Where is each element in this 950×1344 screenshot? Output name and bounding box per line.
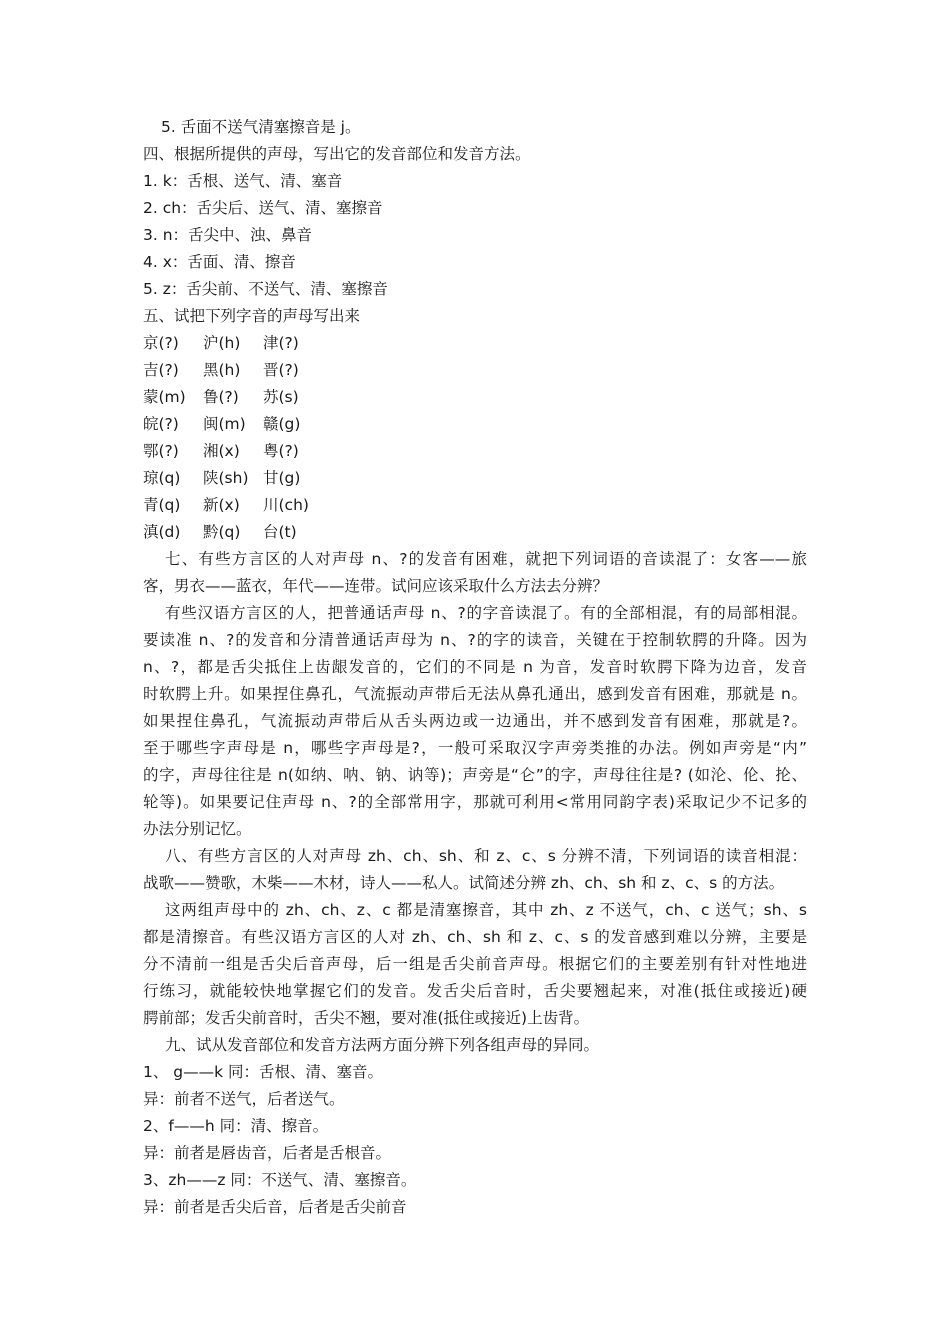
paragraph-line: 战歌——赞歌，木柴——木材，诗人——私人。试简述分辨 zh、ch、sh 和 z、c、s 的方法。: [143, 874, 785, 892]
question-9: 九、试从发音部位和发音方法两方面分辨下列各组声母的异同。: [165, 1036, 600, 1054]
paragraph-line: 客，男衣——蓝衣，年代——连带。试问应该采取什么方法去分辨？: [143, 577, 609, 595]
grid-cell: 黔(q): [203, 523, 241, 541]
grid-cell: 川(ch): [263, 496, 309, 514]
grid-cell: 晋(?): [263, 361, 299, 379]
paragraph-line: 七、有些方言区的人对声母 n、?的发音有困难，就把下列词语的音读混了：女客——旅: [165, 550, 807, 568]
text-line: 3. n：舌尖中、浊、鼻音: [143, 226, 313, 244]
grid-cell: 粤(?): [263, 442, 299, 460]
text-line: 2. ch：舌尖后、送气、清、塞擦音: [143, 199, 383, 217]
grid-cell: 甘(g): [263, 469, 301, 487]
grid-row: [143, 357, 807, 384]
question-7: [143, 546, 807, 600]
paragraph-line: 都是清擦音。有些汉语方言区的人对 zh、ch、sh 和 z、c、s 的发音感到难以分辨，主要是: [143, 928, 807, 946]
paragraph-line: 至于哪些字声母是 n，哪些字声母是?，一般可采取汉字声旁类推的办法。例如声旁是“内”: [143, 739, 807, 757]
paragraph-line: 分不清前一组是舌尖后音声母，后一组是舌尖前音声母。根据它们的主要差别有针对性地进: [143, 955, 807, 973]
paragraph-line: 腭前部；发舌尖前音时，舌尖不翘，要对准(抵住或接近)上齿背。: [143, 1009, 590, 1027]
grid-cell: 湘(x): [203, 442, 240, 460]
document-page: [143, 114, 807, 1221]
paragraph-line: 的字，声母往往是 n(如纳、呐、钠、讷等)；声旁是“仑”的字，声母往往是? (如沦、伦、抡、: [143, 766, 807, 784]
grid-row: [143, 438, 807, 465]
text-line: 3、zh——z 同：不送气、清、塞擦音。: [143, 1171, 417, 1189]
grid-row: [143, 492, 807, 519]
paragraph-line: 有些汉语方言区的人，把普通话声母 n、?的字音读混了。有的全部相混，有的局部相混。: [165, 604, 807, 622]
section-heading: 五、试把下列字音的声母写出来: [143, 307, 361, 325]
grid-cell: 黑(h): [203, 361, 241, 379]
grid-row: [143, 465, 807, 492]
text-line: 异：前者是舌尖后音，后者是舌尖前音: [143, 1198, 407, 1216]
grid-cell: 陕(sh): [203, 469, 249, 487]
text-line: 异：前者不送气，后者送气。: [143, 1090, 345, 1108]
answer-7: [143, 600, 807, 843]
section-heading: 四、根据所提供的声母，写出它的发音部位和发音方法。: [143, 145, 531, 163]
grid-cell: 沪(h): [203, 334, 241, 352]
paragraph-line: n、?，都是舌尖抵住上齿龈发音的，它们的不同是 n 为音，发音时软腭下降为边音，发音: [143, 658, 807, 676]
grid-cell: 京(?): [143, 334, 179, 352]
paragraph-line: 这两组声母中的 zh、ch、z、c 都是清塞擦音，其中 zh、z 不送气，ch、c 送气；sh、s: [165, 901, 807, 919]
paragraph-line: 行练习，就能较快地掌握它们的发音。发舌尖后音时，舌尖要翘起来，对准(抵住或接近)硬: [143, 982, 807, 1000]
grid-cell: 津(?): [263, 334, 299, 352]
grid-cell: 闽(m): [203, 415, 246, 433]
paragraph-line: 办法分别记忆。: [143, 820, 252, 838]
grid-row: [143, 411, 807, 438]
grid-row: [143, 330, 807, 357]
text-line: 5. z：舌尖前、不送气、清、塞擦音: [143, 280, 388, 298]
text-line: 1. k：舌根、送气、清、塞音: [143, 172, 343, 190]
grid-cell: 吉(?): [143, 361, 179, 379]
grid-cell: 赣(g): [263, 415, 301, 433]
grid-cell: 蒙(m): [143, 388, 186, 406]
grid-cell: 鄂(?): [143, 442, 179, 460]
answer-8: [143, 897, 807, 1032]
paragraph-line: 如果捏住鼻孔，气流振动声带后从舌头两边或一边通出，并不感到发音有困难，那就是?。: [143, 712, 807, 730]
text-line: 5. 舌面不送气清塞擦音是 j。: [161, 118, 361, 136]
text-line: 1、 g——k 同：舌根、清、塞音。: [143, 1063, 384, 1081]
grid-cell: 皖(?): [143, 415, 179, 433]
text-line: 4. x：舌面、清、擦音: [143, 253, 296, 271]
grid-row: [143, 519, 807, 546]
grid-cell: 台(t): [263, 523, 297, 541]
text-line: 2、f——h 同：清、擦音。: [143, 1117, 329, 1135]
grid-row: [143, 384, 807, 411]
paragraph-line: 八、有些方言区的人对声母 zh、ch、sh、和 z、c、s 分辨不清，下列词语的读音相混：: [165, 847, 807, 865]
grid-cell: 新(x): [203, 496, 240, 514]
grid-cell: 苏(s): [263, 388, 299, 406]
grid-cell: 鲁(?): [203, 388, 239, 406]
grid-cell: 滇(d): [143, 523, 181, 541]
char-grid: [143, 330, 807, 546]
grid-cell: 青(q): [143, 496, 181, 514]
grid-cell: 琼(q): [143, 469, 181, 487]
question-8: [143, 843, 807, 897]
paragraph-line: 时软腭上升。如果捏住鼻孔，气流振动声带后无法从鼻孔通出，感到发音有困难，那就是 n。: [143, 685, 807, 703]
paragraph-line: 轮等)。如果要记住声母 n、?的全部常用字，那就可利用<常用同韵字表)采取记少不记多的: [143, 793, 807, 811]
text-line: 异：前者是唇齿音，后者是舌根音。: [143, 1144, 392, 1162]
paragraph-line: 要读准 n、?的发音和分清普通话声母为 n、?的字的读音，关键在于控制软腭的升降。因为: [143, 631, 807, 649]
